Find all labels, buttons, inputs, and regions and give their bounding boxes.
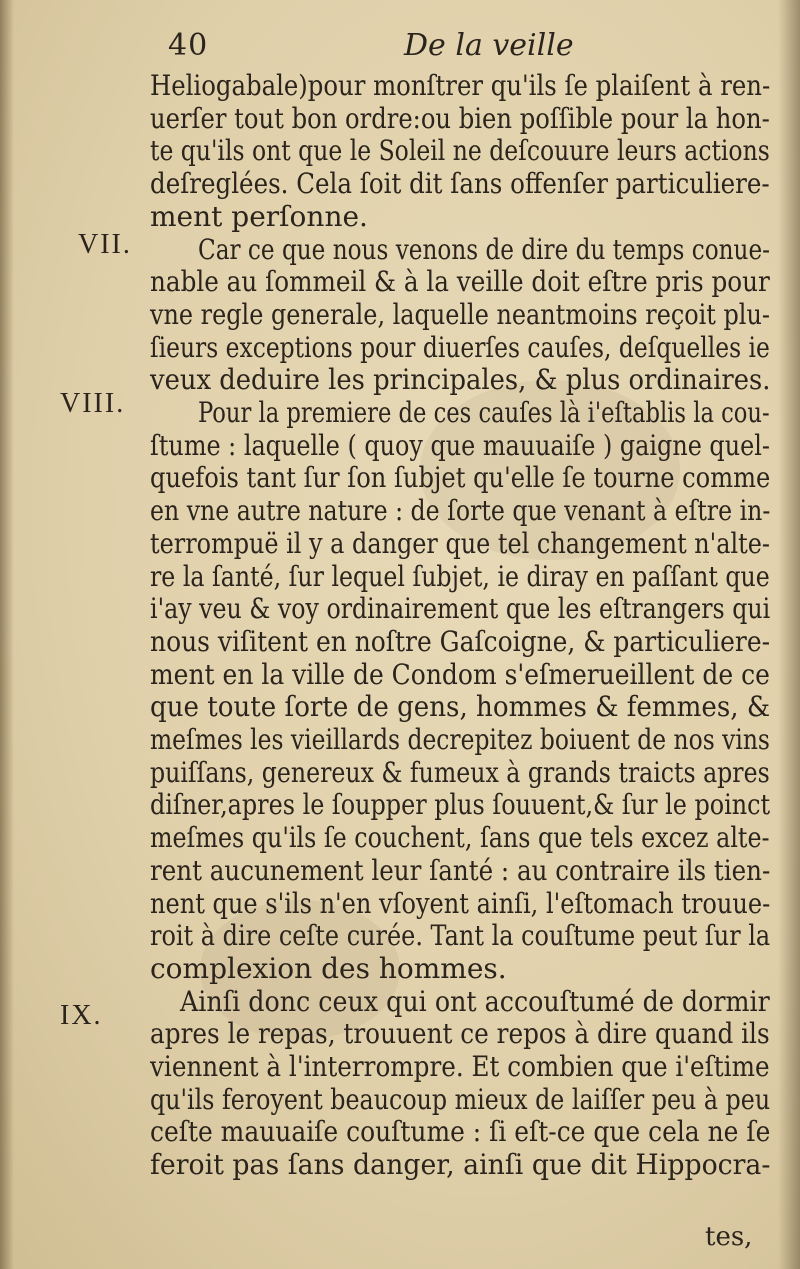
text-line: diſner,apres le ſoupper plus ſouuent,& ſur le poinct (150, 788, 771, 822)
text-line: feroit pas ſans danger, ainſi que dit Hippocra- (150, 1148, 771, 1182)
text-line: rent aucunement leur ſanté : au contraire ils tien- (150, 853, 771, 887)
text-line: nable au ſommeil & à la veille doit eſtre pris pour (150, 265, 770, 299)
text-line: meſmes qu'ils ſe couchent, ſans que tels excez alte- (150, 821, 770, 855)
text-line: nent que s'ils n'en vſoyent ainſi, l'eſtomach trouue- (150, 886, 771, 920)
text-line: te qu'ils ont que le Soleil ne deſcouure leurs actions (150, 134, 770, 168)
text-line: meſmes les vieillards decrepitez boiuent de nos vins (150, 723, 770, 756)
text-line: Pour la premiere de ces cauſes là i'eſtablis la cou- (198, 396, 770, 429)
text-line: puiſſans, genereux & fumeux à grands traicts apres (150, 755, 770, 789)
text-line: vne regle generale, laquelle neantmoins reçoit plu- (150, 297, 770, 331)
section-marker-vii: VII. (78, 229, 132, 260)
text-line: ceſte mauuaiſe couſtume : ſi eſt-ce que cela ne ſe (150, 1115, 771, 1149)
text-line: quefois tant ſur ſon ſubjet qu'elle ſe tourne comme (150, 461, 771, 495)
text-line: ſieurs exceptions pour diuerſes cauſes, deſquelles ie (150, 330, 770, 364)
text-line: veux deduire les principales, & plus ordinaires. (150, 363, 771, 397)
text-line: que toute ſorte de gens, hommes & femmes, & (150, 690, 771, 724)
catchword: tes, (705, 1222, 753, 1252)
section-marker-ix: IX. (60, 1000, 103, 1031)
text-line: Ainſi donc ceux qui ont accouſtumé de dormir (180, 984, 770, 1018)
text-line: terrompuë il y a danger que tel changement n'alte- (150, 526, 770, 560)
section-marker-viii: VIII. (60, 388, 126, 419)
text-line: ment perſonne. (150, 199, 368, 233)
text-line: roit à dire ceſte curée. Tant la couſtume peut ſur la (150, 919, 771, 953)
text-line: Heliogabale)pour monſtrer qu'ils ſe plaiſent à ren- (150, 69, 771, 102)
text-line: deſreglées. Cela ſoit dit ſans offenſer particuliere- (150, 167, 770, 201)
text-line: ſtume : laquelle ( quoy que mauuaiſe ) gaigne quel- (150, 428, 770, 462)
text-line: re la ſanté, ſur lequel ſubjet, ie diray en paſſant que (150, 559, 770, 593)
text-line: complexion des hommes. (150, 951, 507, 985)
text-line: Car ce que nous venons de dire du temps conue- (198, 232, 770, 266)
text-line: apres le repas, trouuent ce repos à dire quand ils (150, 1017, 770, 1051)
text-line: ment en la ville de Condom s'eſmerueillent de ce (150, 657, 770, 691)
text-line: i'ay veu & voy ordinairement que les eſtrangers qui (150, 592, 771, 626)
text-line: viennent à l'interrompre. Et combien que i'eſtime (150, 1050, 770, 1083)
text-line: nous viſitent en noſtre Gaſcoigne, & particuliere- (150, 624, 771, 658)
text-line: uerſer tout bon ordre:ou bien poſſible pour la hon- (150, 101, 770, 135)
running-title: De la veille (404, 28, 574, 63)
text-line: qu'ils feroyent beaucoup mieux de laiſſer peu à peu (150, 1082, 771, 1116)
page-number: 40 (168, 28, 209, 63)
text-line: en vne autre nature : de ſorte que venant à eſtre in- (150, 494, 771, 528)
